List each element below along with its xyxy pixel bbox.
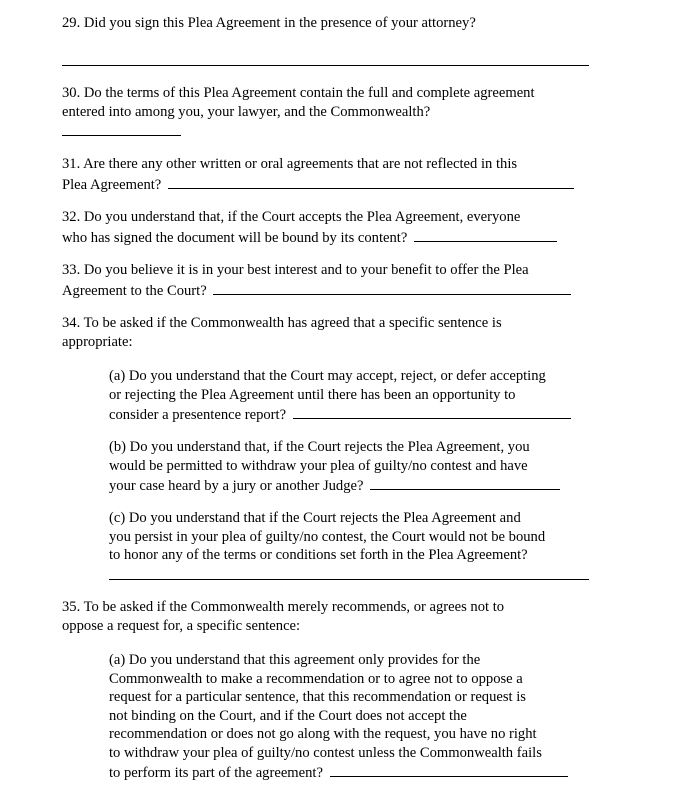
question-31-line-1: 31. Are there any other written or oral agreements that are not reflected in this [62,156,518,172]
answer-line-29[interactable] [62,65,589,66]
answer-line-34c[interactable] [109,579,589,580]
question-32-line-2: who has signed the document will be bound by its content? [62,229,408,246]
question-33-line-1: 33. Do you believe it is in your best interest and to your benefit to offer the Plea [62,262,529,278]
question-35a-line-3: request for a particular sentence, that this recommendation or request is [109,689,526,705]
question-33-line-2: Agreement to the Court? [62,282,207,299]
answer-line-34b[interactable] [370,475,560,490]
answer-line-32[interactable] [414,227,557,242]
question-34c [109,509,594,565]
answer-line-33[interactable] [213,280,571,295]
question-34a-line-2: or rejecting the Plea Agreement until there has been an opportunity to [109,386,516,403]
question-34 [62,314,592,351]
question-35-line-1: 35. To be asked if the Commonwealth merely recommends, or agrees not to [62,599,505,615]
question-34c-line-2: you persist in your plea of guilty/no contest, the Court would not be bound [109,528,546,545]
question-35a [109,651,594,783]
question-35a-line-1: (a) Do you understand that this agreement only provides for the [109,652,481,668]
question-35 [62,598,592,635]
question-34b-line-2: would be permitted to withdraw your plea of guilty/no contest and have [109,457,528,474]
answer-line-31[interactable] [168,174,574,189]
question-34-line-1: 34. To be asked if the Commonwealth has agreed that a specific sentence is [62,315,502,331]
question-32-line-1: 32. Do you understand that, if the Court accepts the Plea Agreement, everyone [62,209,521,225]
question-35a-line-7: to perform its part of the agreement? [109,765,323,781]
question-35-line-2: oppose a request for, a specific sentence: [62,617,301,634]
question-33 [62,261,592,300]
question-35a-line-2: Commonwealth to make a recommendation or to agree not to oppose a [109,670,523,687]
question-31 [62,155,592,194]
question-34a-line-3: consider a presentence report? [109,407,287,423]
question-34b-line-1: (b) Do you understand that, if the Court rejects the Plea Agreement, you [109,439,530,455]
question-35a-line-5: recommendation or does not go along with the request, you have no right [109,726,537,742]
answer-line-30[interactable] [62,135,181,136]
question-30-line-2: entered into among you, your lawyer, and the Commonwealth? [62,103,431,120]
question-34b-line-3: your case heard by a jury or another Judge? [109,478,364,494]
question-34-line-2: appropriate: [62,333,133,350]
question-32 [62,208,592,247]
question-30-line-1: 30. Do the terms of this Plea Agreement contain the full and complete agreement [62,85,535,101]
question-35a-line-4: not binding on the Court, and if the Court does not accept the [109,707,467,724]
question-29-text: 29. Did you sign this Plea Agreement in the presence of your attorney? [62,15,476,31]
question-34b [109,438,594,496]
question-34a [109,367,594,425]
question-30 [62,84,592,121]
answer-line-34a[interactable] [293,404,571,419]
question-31-line-2: Plea Agreement? [62,176,162,193]
question-34c-line-3: to honor any of the terms or conditions set forth in the Plea Agreement? [109,547,528,563]
question-35a-line-6: to withdraw your plea of guilty/no contest unless the Commonwealth fails [109,744,542,761]
question-29 [62,14,592,33]
answer-line-35a[interactable] [330,762,568,777]
question-34a-line-1: (a) Do you understand that the Court may accept, reject, or defer accepting [109,368,546,384]
question-34c-line-1: (c) Do you understand that if the Court rejects the Plea Agreement and [109,510,521,526]
